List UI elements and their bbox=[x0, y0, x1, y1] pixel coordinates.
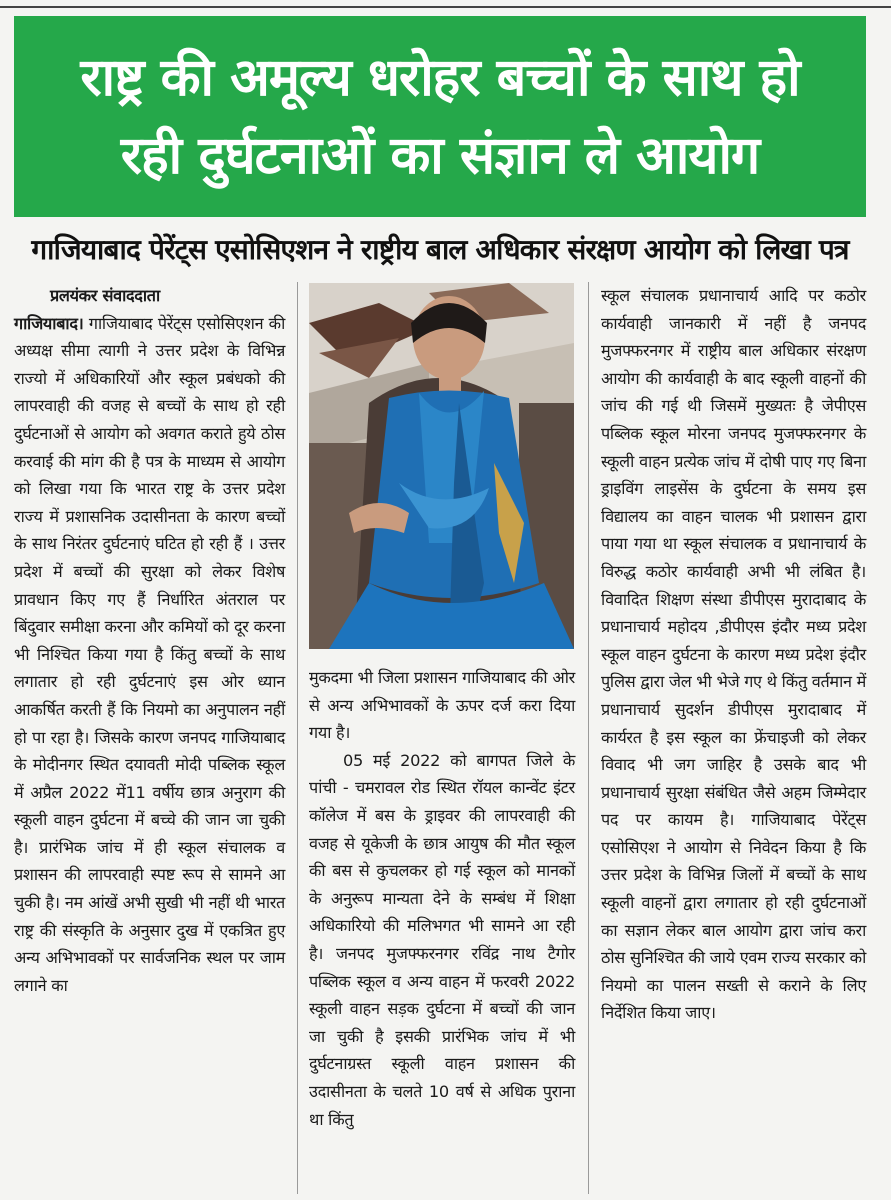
headline-line-1: राष्ट्र की अमूल्य धरोहर बच्चों के साथ हो bbox=[80, 47, 800, 108]
byline: प्रलयंकर संवाददाता bbox=[50, 286, 160, 305]
top-rule bbox=[0, 6, 891, 8]
column-divider bbox=[588, 282, 589, 1194]
column-2-paragraph-1: मुकदमा भी जिला प्रशासन गाजियाबाद की ओर से अन्य अभिभावकों के ऊपर दर्ज करा दिया गया है। bbox=[309, 668, 575, 743]
column-3-paragraph: स्कूल संचालक प्रधानाचार्य आदि पर कठोर कार्यवाही जानकारी में नहीं है जनपद मुजफ्फरनगर में राष्ट्रीय बाल अधिकार संरक्षण आयोग की कार्यवाही के बाद स्कूली वाहनों की जांच की गई थी जिसमें मुख्यतः है जेपीएस पब्लिक स्कूल मोरना जनपद मुजफ्फरनगर के स्कूली वाहन प्रत्येक जांच में दोषी पाए गए बिना ड्राइविंग लाइसेंस के दुर्घटना के समय इस विद्यालय का वाहन चालक भी प्रशासन द्वारा पाया गया था स्कूल संचालक व प्रधानाचार्य के विरुद्ध कठोर कार्यवाही अभी भी लंबित है। विवादित शिक्षण संस्था डीपीएस मुरादाबाद के प्रधानाचार्य महोदय ,डीपीएस इंदौर मध्य प्रदेश स्कूल वाहन दुर्घटना के कारण मध्य प्रदेश इंदौर पुलिस द्वारा जेल भी भेजे गए थे किंतु वर्तमान में प्रधानाचार्य सुदर्शन डीपीएस मुरादाबाद में कार्यरत है इस स्कूल का फ्रेंचाइजी को लेकर विवाद भी जग जाहिर है उसके बाद भी प्रधानाचार्य सुरक्षा संबंधित जैसे अहम जिम्मेदार पद पर कायम है। गाजियाबाद पेरेंट्स एसोसिएश ने आयोग से निवेदन किया है कि उत्तर प्रदेश के विभिन्न जिलों में बच्चों के साथ स्कूली वाहनों द्वारा लगातार हो रही दुर्घटनाओं का सज्ञान लेकर बाल आयोग द्वारा जांच करा ठोस सुनिश्चित की जाये एवम राज्य सरकार को नियमो का पालन सख्ती से कराने के लिए निर्देशित किया जाए। bbox=[601, 286, 866, 1023]
dateline: गाजियाबाद। bbox=[14, 313, 84, 333]
subheadline: गाजियाबाद पेरेंट्स एसोसिएशन ने राष्ट्रीय बाल अधिकार संरक्षण आयोग को लिखा पत्र bbox=[31, 233, 849, 266]
article-column-3 bbox=[601, 282, 866, 1027]
column-1-paragraph bbox=[14, 310, 285, 1000]
headline-banner bbox=[14, 16, 866, 217]
article-column-2 bbox=[309, 664, 575, 1133]
column-1-text: गाजियाबाद पेरेंट्स एसोसिएशन की अध्यक्ष सीमा त्यागी ने उत्तर प्रदेश के विभिन्न राज्यो में अधिकारियों और स्कूल प्रबंधको की लापरवाही की वजह से बच्चों के साथ हो रही दुर्घटनाओं से आयोग को अवगत कराते हुये ठोस करवाई की मांग की है पत्र के माध्यम से आयोग को लिखा गया कि भारत राष्ट्र के उत्तर प्रदेश राज्य में प्रशासनिक उदासीनता के कारण बच्चों के साथ निरंतर दुर्घटनाएं घटित हो रही हैं । उत्तर प्रदेश में बच्चों की सुरक्षा को लेकर विशेष प्रावधान किए गए हैं निर्धारित अंतराल पर बिंदुवार समीक्षा करना और कमियों को दूर करना भी निश्चित किया गया है किंतु बच्चों के साथ लगातार हो रही दुर्घटनाएं इस ओर ध्यान आकर्षित करती हैं कि नियमो का अनुपालन नहीं हो पा रहा है। जिसके कारण जनपद गाजियाबाद के मोदीनगर स्थित दयावती मोदी पब्लिक स्कूल में अप्रैल 2022 में11 वर्षीय छात्र अनुराग की स्कूली वाहन दुर्घटना में बच्चे की जान जा चुकी है। प्रारंभिक जांच में ही स्कूल संचालक व प्रशासन की लापरवाही स्पष्ट रूप से सामने आ चुकी है। नम आंखें अभी सुखी भी नहीं थी भारत राष्ट्र की संस्कृति के अनुसार दुख में एकत्रित हुए अन्य अभिभावकों पर सार्वजनिक स्थल पर जाम लगाने का bbox=[14, 313, 285, 995]
article-column-1 bbox=[14, 282, 285, 999]
article-photo bbox=[309, 283, 574, 649]
column-2-paragraph-2: 05 मई 2022 को बागपत जिले के पांची - चमरावल रोड स्थित रॉयल कान्वेंट इंटर कॉलेज में बस के ड्राइवर की लापरवाही की वजह से यूकेजी के छात्र आयुष की मौत स्कूल की बस से कुचलकर हो गई स्कूल को मानकों के अनुरूप मान्यता देने के सम्बंध में शिक्षा अधिकारियो की मलिभगत भी सामने आ रही है। जनपद मुजफ्फरनगर रविंद्र नाथ टैगोर पब्लिक स्कूल व अन्य वाहन में फरवरी 2022 स्कूली वाहन सड़क दुर्घटना में बच्चों की जान जा चुकी है इसकी प्रारंभिक जांच में भी दुर्घटनाग्रस्त स्कूली वाहन प्रशासन की उदासीनता के चलते 10 वर्ष से अधिक पुराना था किंतु bbox=[309, 750, 575, 1129]
column-divider bbox=[297, 282, 298, 1194]
headline-line-2: रही दुर्घटनाओं का संज्ञान ले आयोग bbox=[120, 125, 760, 186]
woman-portrait-image bbox=[309, 283, 574, 649]
